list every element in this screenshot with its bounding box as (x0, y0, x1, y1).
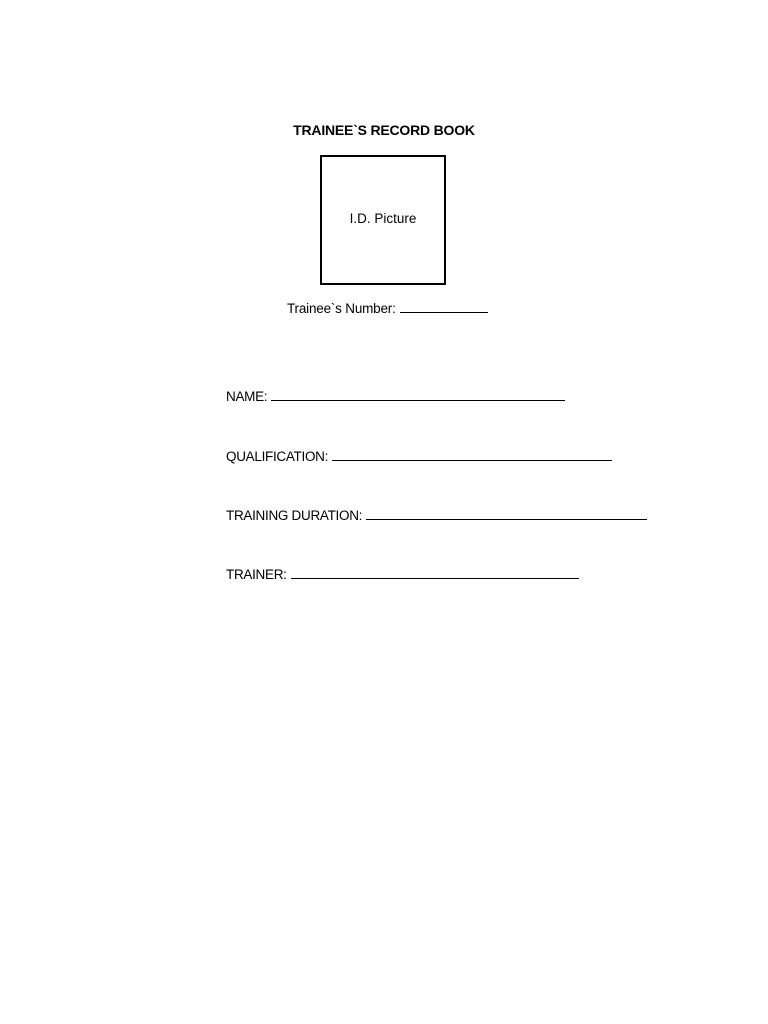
qualification-label: QUALIFICATION: (226, 449, 329, 464)
trainee-number-row (287, 300, 488, 316)
name-label: NAME: (226, 389, 268, 404)
document-title: TRAINEE`S RECORD BOOK (293, 122, 475, 138)
qualification-blank[interactable] (332, 448, 612, 461)
trainer-label: TRAINER: (226, 567, 287, 582)
trainer-row (226, 566, 579, 582)
training-duration-label: TRAINING DURATION: (226, 508, 363, 523)
training-duration-row (226, 507, 647, 523)
id-picture-label: I.D. Picture (349, 210, 417, 226)
name-blank[interactable] (271, 388, 565, 401)
trainee-number-blank[interactable] (400, 300, 488, 313)
trainee-number-label: Trainee`s Number: (287, 301, 396, 316)
training-duration-blank[interactable] (366, 507, 647, 520)
trainer-blank[interactable] (291, 566, 579, 579)
qualification-row (226, 448, 612, 464)
name-row (226, 388, 565, 404)
id-picture-box (320, 155, 446, 285)
